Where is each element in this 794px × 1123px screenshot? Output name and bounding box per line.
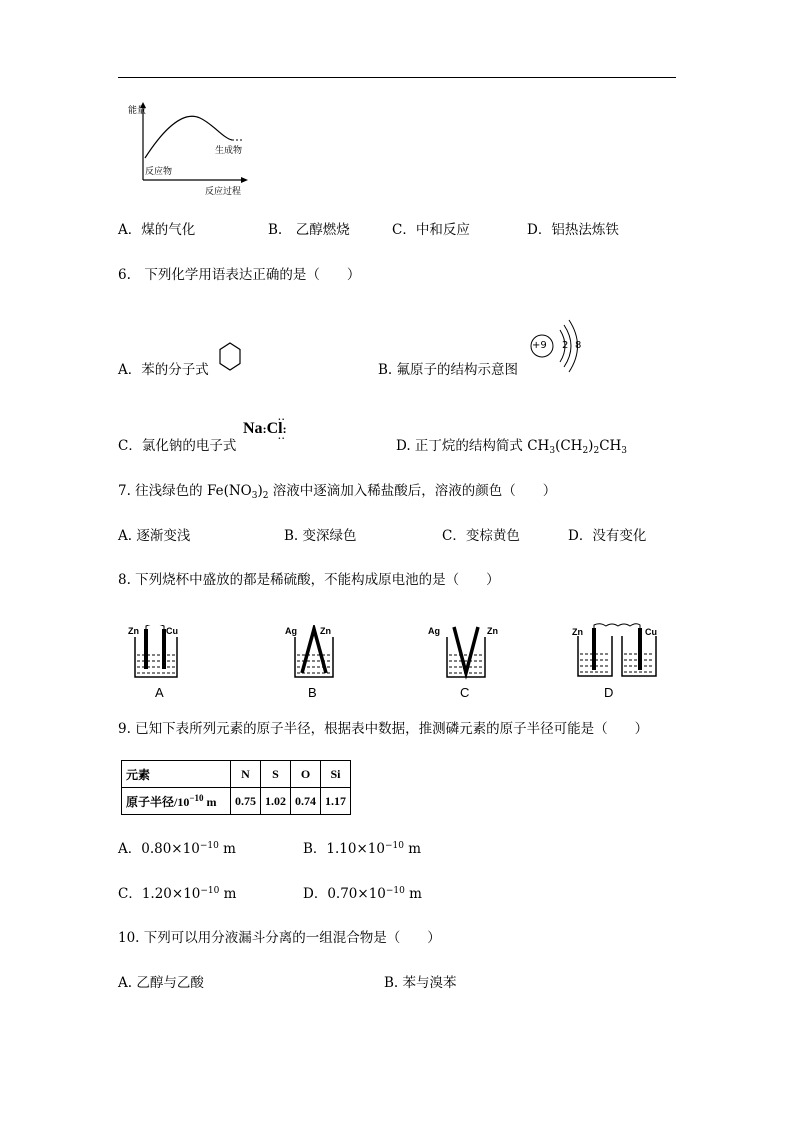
beaker-a-left: Zn <box>128 626 139 636</box>
beaker-c-diagram <box>444 625 488 681</box>
nacl-na: Na <box>243 420 263 437</box>
table-cell: Si <box>321 761 351 788</box>
table-cell: O <box>291 761 321 788</box>
energy-xlabel: 反应过程 <box>205 186 242 196</box>
reactant-label: 反应物 <box>145 166 173 176</box>
q7-option-b: B. 变深绿色 <box>284 528 357 544</box>
q10-option-a: A. 乙醇与乙酸 <box>118 975 204 991</box>
q9-option-b: B．$1.10\times 10^{-10}$ m <box>303 841 422 857</box>
q7-stem: 7. 往浅绿色的 $Fe(NO_3)_2$ 溶液中逐滴加入稀盐酸后，溶液的颜色（ ） <box>118 483 557 501</box>
table-cell: 1.02 <box>261 788 291 815</box>
table-cell: S <box>261 761 291 788</box>
table-cell: 0.75 <box>231 788 261 815</box>
table-cell: N <box>231 761 261 788</box>
q7-option-c: C．变棕黄色 <box>442 528 520 544</box>
q6-option-c: C．氯化钠的电子式 <box>118 438 237 454</box>
q5-option-a: A．煤的气化 <box>118 222 196 238</box>
q5-option-c: C．中和反应 <box>392 222 470 238</box>
q7-option-a: A. 逐渐变浅 <box>118 528 191 544</box>
benzene-ring-icon <box>219 342 241 372</box>
fluorine-nucleus: +9 <box>532 340 547 351</box>
table-row <box>122 788 351 815</box>
beaker-d-label: D <box>604 685 614 700</box>
beaker-a-right: Cu <box>166 626 178 636</box>
beaker-c-right: Zn <box>487 626 498 636</box>
q5-option-b: B. 乙醇燃烧 <box>268 222 350 238</box>
q6-option-d: D. 正丁烷的结构简式 $CH_3(CH_2)_2CH_3$ <box>396 438 628 456</box>
header-rule <box>118 77 676 78</box>
nacl-electron-formula: Na:Cl: <box>243 420 287 437</box>
table-header-radius: 原子半径$/10^{-10}$ m <box>122 788 231 815</box>
q10-option-b: B. 苯与溴苯 <box>384 975 457 991</box>
table-row <box>122 761 351 788</box>
beaker-d-right: Cu <box>645 627 657 637</box>
beaker-b-left: Ag <box>285 626 297 636</box>
beaker-c-label: C <box>460 685 470 700</box>
table-cell: 0.74 <box>291 788 321 815</box>
q5-option-d: D．铝热法炼铁 <box>527 222 619 238</box>
beaker-d-left: Zn <box>572 627 583 637</box>
nacl-cl: Cl <box>266 420 283 437</box>
beaker-b-label: B <box>308 685 317 700</box>
product-label: 生成物 <box>215 145 243 155</box>
q10-stem: 10. 下列可以用分液漏斗分离的一组混合物是（ ） <box>118 930 441 946</box>
q7-option-d: D．没有变化 <box>568 528 647 544</box>
beaker-a-label: A <box>155 685 164 700</box>
table-cell: 1.17 <box>321 788 351 815</box>
q9-stem: 9. 已知下表所列元素的原子半径，根据表中数据，推测磷元素的原子半径可能是（ ） <box>118 721 649 737</box>
q8-stem: 8. 下列烧杯中盛放的都是稀硫酸，不能构成原电池的是（ ） <box>118 572 500 588</box>
q9-option-d: D．$0.70\times 10^{-10}$ m <box>303 886 422 902</box>
fluorine-shell-2: 8 <box>575 340 582 351</box>
beaker-c-left: Ag <box>428 626 440 636</box>
q6-option-b: B. 氟原子的结构示意图 <box>378 362 519 378</box>
atomic-radius-table <box>121 760 351 815</box>
q9-option-c: C．$1.20\times 10^{-10}$ m <box>118 886 237 902</box>
q9-option-a: A．$0.80\times 10^{-10}$ m <box>118 841 236 857</box>
beaker-b-right: Zn <box>320 626 331 636</box>
q6-option-a: A．苯的分子式 <box>118 362 209 378</box>
fluorine-shell-1: 2 <box>562 340 569 351</box>
table-header-element: 元素 <box>122 761 231 788</box>
energy-ylabel: 能量 <box>128 105 147 115</box>
q6-stem: 6. 下列化学用语表达正确的是（ ） <box>118 267 361 283</box>
